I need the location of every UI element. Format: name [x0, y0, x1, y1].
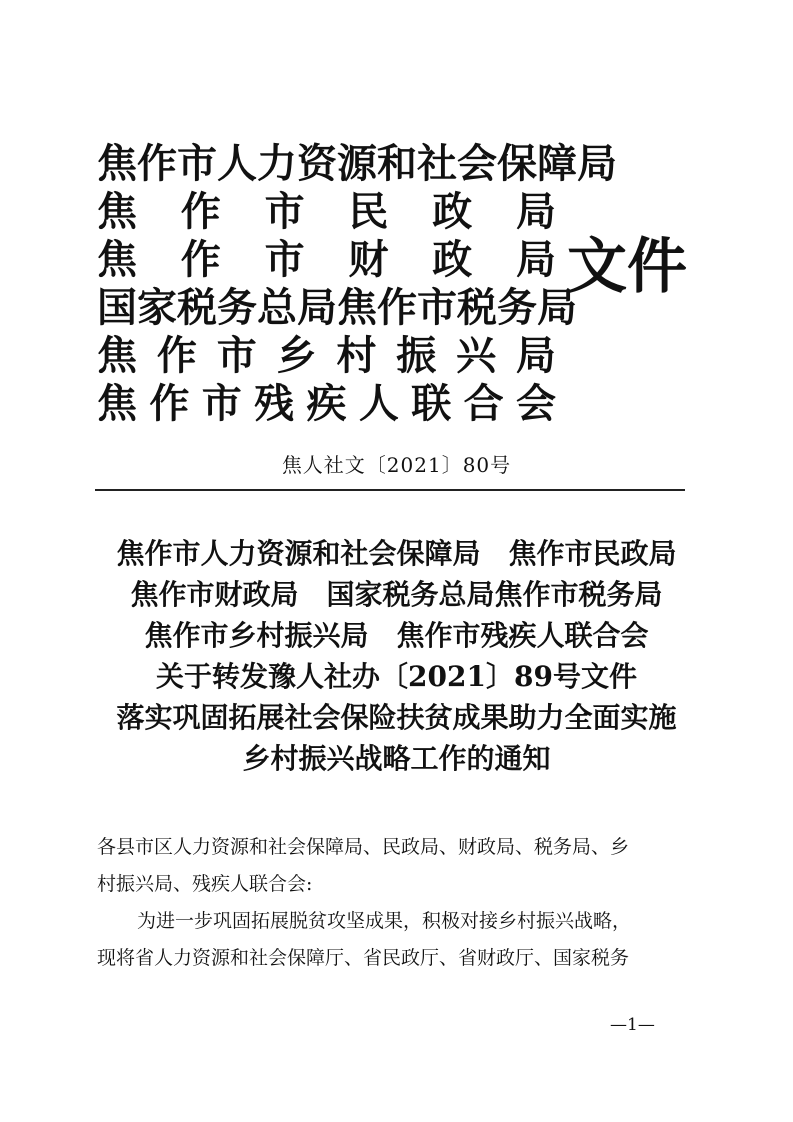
issuer-char: 联	[411, 380, 453, 427]
title-line: 焦作市财政局 国家税务总局焦作市税务局	[130, 578, 663, 611]
page-number: —1—	[610, 1015, 655, 1035]
issuer-disabled-persons-federation	[97, 380, 557, 428]
issuer-char: 局	[515, 188, 557, 235]
issuer-hrss-bureau: 焦作市人力资源和社会保障局	[97, 140, 617, 187]
issuer-char: 局	[515, 332, 557, 379]
issuer-char: 民	[348, 188, 390, 235]
issuer-char: 焦	[97, 332, 138, 379]
issuer-char: 合	[463, 380, 505, 427]
issuer-char: 市	[264, 236, 306, 283]
document-type-label: 文件	[567, 232, 687, 302]
addressee-line: 村振兴局、残疾人联合会:	[97, 873, 313, 895]
issuer-char: 焦	[97, 188, 138, 235]
title-line: 焦作市乡村振兴局 焦作市残疾人联合会	[144, 619, 649, 652]
issuer-tax-bureau: 国家税务总局焦作市税务局	[97, 284, 577, 331]
issuer-char: 振	[396, 332, 438, 379]
title-line: 乡村振兴战略工作的通知	[242, 742, 551, 775]
issuer-char: 疾	[306, 380, 348, 427]
issuer-char: 作	[156, 332, 198, 379]
issuer-char: 焦	[97, 380, 138, 427]
issuer-char: 村	[336, 332, 378, 379]
issuer-char: 财	[348, 236, 390, 283]
issuing-authorities	[97, 140, 617, 428]
document-body	[97, 829, 697, 977]
addressee-line: 各县市区人力资源和社会保障局、民政局、财政局、税务局、乡	[97, 836, 630, 858]
issuer-rural-revitalization-bureau	[97, 332, 557, 380]
issuer-char: 焦	[97, 236, 138, 283]
issuer-char: 人	[358, 380, 400, 427]
issuer-civil-affairs-bureau	[97, 188, 557, 236]
title-line: 焦作市人力资源和社会保障局 焦作市民政局	[116, 537, 677, 570]
header-divider	[95, 489, 685, 491]
issuer-char: 作	[180, 236, 222, 283]
issuer-char: 政	[432, 236, 474, 283]
paragraph-line: 为进一步巩固拓展脱贫攻坚成果，积极对接乡村振兴战略，	[137, 910, 632, 932]
issuer-char: 市	[264, 188, 306, 235]
document-title	[60, 533, 733, 779]
title-line: 关于转发豫人社办〔2021〕89号文件	[156, 660, 637, 693]
issuer-char: 会	[516, 380, 557, 427]
issuer-char: 兴	[456, 332, 498, 379]
issuer-char: 作	[149, 380, 191, 427]
issuer-char: 乡	[276, 332, 318, 379]
issuer-char: 政	[432, 188, 474, 235]
issuer-finance-bureau	[97, 236, 557, 284]
issuer-char: 市	[201, 380, 243, 427]
issuer-char: 局	[515, 236, 557, 283]
issuer-char: 市	[216, 332, 258, 379]
document-number: 焦人社文〔2021〕80号	[281, 453, 512, 477]
title-line: 落实巩固拓展社会保险扶贫成果助力全面实施	[116, 701, 677, 734]
paragraph-line: 现将省人力资源和社会保障厅、省民政厅、省财政厅、国家税务	[97, 947, 630, 969]
issuer-char: 作	[180, 188, 222, 235]
issuer-char: 残	[254, 380, 296, 427]
